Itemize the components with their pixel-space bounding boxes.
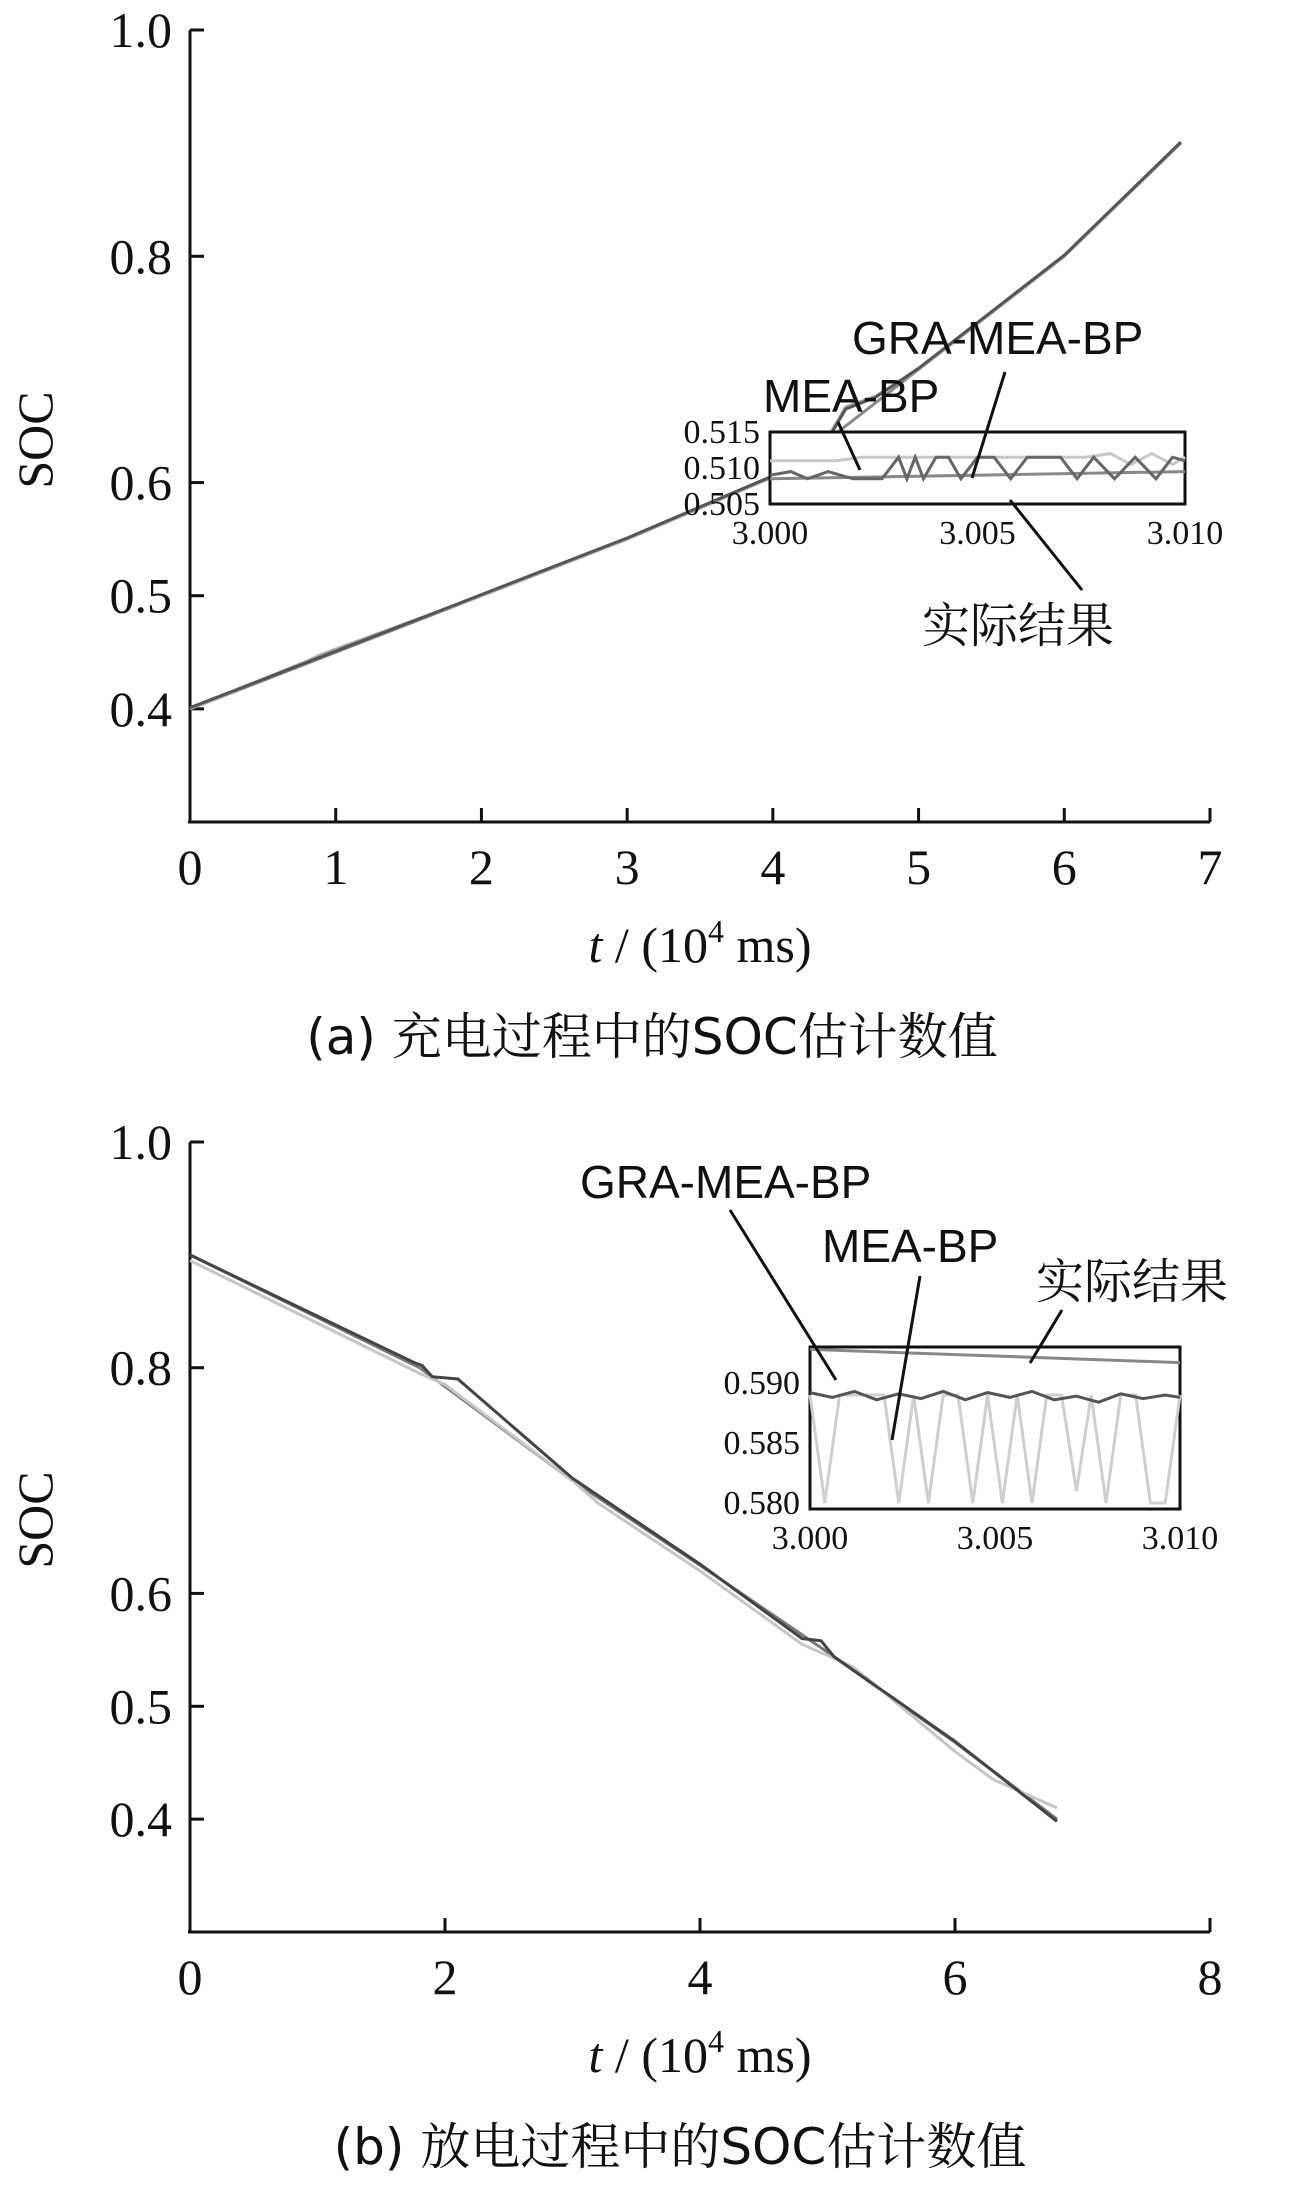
x-tick-label: 1 [323, 839, 349, 895]
annotation-actual-result: 实际结果 [922, 598, 1115, 654]
x-tick-label: 4 [687, 1949, 713, 2005]
y-tick-label: 0.5 [109, 1678, 172, 1735]
inset-x-tick-label: 3.010 [1146, 515, 1224, 552]
panel-a-charging [7, 2, 1223, 1066]
y-tick-label: 0.5 [109, 567, 172, 624]
y-tick-label: 1.0 [109, 1114, 172, 1170]
inset-x-tick-label: 3.000 [771, 1520, 849, 1557]
y-axis-label: SOC [7, 391, 63, 489]
caption: (b) 放电过程中的SOC估计数值 [333, 2118, 1027, 2176]
inset-y-tick-label: 0.580 [723, 1485, 800, 1522]
series-line-MEA-BP [190, 1261, 1057, 1808]
x-tick-label: 6 [1051, 839, 1077, 895]
inset-frame [810, 1347, 1180, 1509]
inset-y-tick-label: 0.510 [683, 450, 760, 487]
inset-y-tick-label: 0.585 [723, 1425, 800, 1462]
x-axis-label: t / ($10^4$ ms) [588, 2023, 812, 2083]
inset-x-tick-label: 3.010 [1141, 1520, 1219, 1557]
annotation-mea-bp: MEA-BP [763, 370, 940, 422]
y-axis-label: SOC [7, 1471, 63, 1569]
inset-y-tick-label: 0.590 [723, 1365, 800, 1402]
y-tick-label: 0.6 [109, 1565, 172, 1622]
y-tick-label: 0.8 [109, 228, 172, 285]
leader-line [1010, 500, 1082, 590]
x-tick-label: 2 [468, 839, 494, 895]
y-tick-label: 0.4 [109, 1791, 172, 1848]
x-axis-label: t / ($10^4$ ms) [588, 913, 812, 973]
inset-y-tick-label: 0.505 [683, 486, 760, 523]
annotation-mea-bp: MEA-BP [822, 1220, 999, 1272]
y-tick-label: 0.8 [109, 1339, 172, 1396]
x-tick-label: 4 [760, 839, 786, 895]
x-tick-label: 8 [1197, 1949, 1223, 2005]
x-tick-label: 5 [906, 839, 932, 895]
x-tick-label: 7 [1197, 839, 1223, 895]
y-tick-label: 0.4 [109, 680, 172, 737]
x-tick-label: 0 [177, 839, 203, 895]
leader-line [730, 1210, 836, 1380]
series-line-GRA-MEA-BP [190, 1255, 1057, 1822]
y-tick-label: 0.6 [109, 454, 172, 511]
inset-zoom [684, 414, 1224, 552]
caption: (a) 充电过程中的SOC估计数值 [306, 1008, 998, 1066]
inset-x-tick-label: 3.000 [731, 515, 809, 552]
annotation-actual-result: 实际结果 [1036, 1254, 1229, 1310]
inset-frame [770, 432, 1185, 504]
x-tick-label: 0 [177, 1949, 203, 2005]
panel-b-discharging [7, 1114, 1228, 2176]
x-tick-label: 6 [942, 1949, 968, 2005]
inset-x-tick-label: 3.005 [939, 515, 1016, 552]
x-tick-label: 3 [614, 839, 640, 895]
x-tick-label: 2 [432, 1949, 458, 2005]
series-line-实际结果 [190, 1255, 1057, 1819]
y-tick-label: 1.0 [109, 2, 172, 58]
inset-y-tick-label: 0.515 [683, 414, 760, 451]
annotation-gra-mea-bp: GRA-MEA-BP [580, 1156, 872, 1208]
annotation-gra-mea-bp: GRA-MEA-BP [852, 312, 1144, 364]
inset-x-tick-label: 3.005 [956, 1520, 1034, 1557]
inset-zoom [724, 1347, 1219, 1557]
